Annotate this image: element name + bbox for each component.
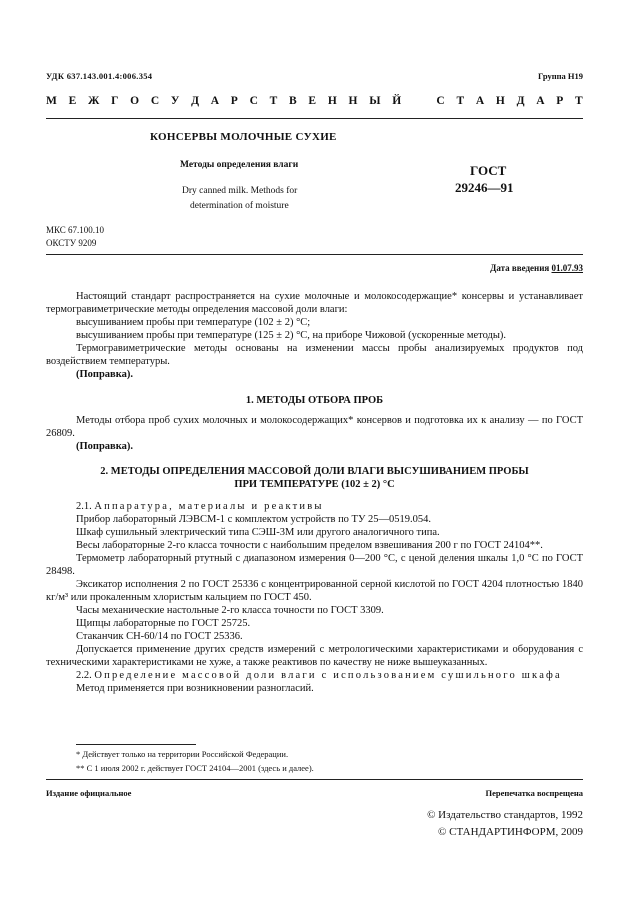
footnote-divider [76, 744, 196, 745]
section-2-heading [46, 465, 583, 491]
intro-principle: Термогравиметрические методы основаны на изменении массы пробы анализируемых продуктов под воздействием температуры. [46, 343, 583, 367]
intro-paragraph: Настоящий стандарт распространяется на сухие молочные и молокосодержащие* консервы и устанавливает термогравиметрические методы определения массовой доли влаги: [46, 291, 583, 315]
equipment-item: Часы механические настольные 2-го класса точности по ГОСТ 3309. [76, 605, 384, 616]
equipment-item: Щипцы лабораторные по ГОСТ 25725. [76, 618, 251, 629]
official-edition: Издание официальное [46, 788, 132, 798]
section-1-paragraph: Методы отбора проб сухих молочных и молокосодержащих* консервов и подготовка их к анализу — по ГОСТ 26809. [46, 415, 583, 439]
equipment-item: Термометр лабораторный ртутный с диапазоном измерения 0—200 °С, с ценой деления шкалы 1,0 °С по ГОСТ 28498. [46, 553, 583, 577]
intro-item-102: высушиванием пробы при температуре (102 ± 2) °С; [76, 317, 311, 328]
copyright-2009: © СТАНДАРТИНФОРМ, 2009 [438, 826, 583, 838]
subsection-2-2-number: 2.2. [76, 670, 92, 681]
header-divider [46, 118, 583, 119]
section-1-body [46, 414, 583, 453]
equipment-item: Шкаф сушильный электрический типа СЭШ-3М или другого аналогичного типа. [76, 527, 440, 538]
udk-code: УДК 637.143.001.4:006.354 [46, 71, 153, 81]
section-2-heading-line-1: 2. МЕТОДЫ ОПРЕДЕЛЕНИЯ МАССОВОЙ ДОЛИ ВЛАГИ ВЫСУШИВАНИЕМ ПРОБЫ [100, 466, 529, 477]
reprint-prohibited: Перепечатка воспрещена [485, 788, 583, 798]
equipment-item: Эксикатор исполнения 2 по ГОСТ 25336 с концентрированной серной кислотой по ГОСТ 4204 плотностью 1840 кг/м³ или прокаленным хлористым кальцием по ГОСТ 450. [46, 579, 583, 603]
title-divider [46, 254, 583, 255]
effective-date [490, 263, 583, 273]
section-2-heading-line-2: ПРИ ТЕМПЕРАТУРЕ (102 ± 2) °С [234, 479, 395, 490]
okstu-code: ОКСТУ 9209 [46, 238, 97, 248]
subsection-2-2-text: Метод применяется при возникновении разногласий. [76, 683, 314, 694]
subsection-2-2-title: Определение массовой доли влаги с использованием сушильного шкафа [94, 670, 562, 681]
subsection-2-1-number: 2.1. [76, 501, 92, 512]
document-title: КОНСЕРВЫ МОЛОЧНЫЕ СУХИЕ [150, 131, 337, 143]
section-1-heading: 1. МЕТОДЫ ОТБОРА ПРОБ [245, 395, 384, 406]
subsection-2-2-heading [46, 669, 583, 682]
english-title-line-2: determination of moisture [190, 201, 289, 211]
document-subtitle: Методы определения влаги [180, 160, 299, 170]
intro-amendment: (Поправка). [76, 369, 133, 380]
gost-label: ГОСТ [470, 163, 507, 178]
gost-number: 29246—91 [455, 180, 514, 195]
english-title-line-1: Dry canned milk. Methods for [182, 186, 298, 196]
section-2-body [46, 500, 583, 695]
footer-divider [46, 779, 583, 780]
intro-item-125: высушиванием пробы при температуре (125 ± 2) °С, на приборе Чижовой (ускоренные методы). [76, 330, 507, 341]
footnote-1: * Действует только на территории Российской Федерации. [76, 749, 289, 759]
interstate-standard-banner: М Е Ж Г О С У Д А Р С Т В Е Н Н Ы Й С Т А Н Д А Р Т [46, 95, 583, 107]
effective-date-label: Дата введения [490, 263, 550, 273]
effective-date-value: 01.07.93 [551, 263, 583, 273]
mks-code: МКС 67.100.10 [46, 225, 105, 235]
group-code: Группа Н19 [537, 71, 583, 81]
equipment-allowance: Допускается применение других средств измерений с метрологическими характеристиками и оборудования с техническими характеристиками не хуже, а также реактивов по качеству не ниже вышеуказанных. [46, 644, 583, 668]
equipment-item: Весы лабораторные 2-го класса точности с наибольшим пределом взвешивания 200 г по ГОСТ 24104**. [76, 540, 543, 551]
copyright-1992: © Издательство стандартов, 1992 [427, 809, 583, 821]
footnote-2: ** С 1 июля 2002 г. действует ГОСТ 24104—2001 (здесь и далее). [76, 763, 314, 773]
subsection-2-1-heading [46, 500, 583, 513]
equipment-item: Прибор лабораторный ЛЭВСМ-1 с комплектом устройств по ТУ 25—0519.054. [76, 514, 432, 525]
intro-section [46, 290, 583, 381]
equipment-item: Стаканчик СН-60/14 по ГОСТ 25336. [76, 631, 243, 642]
subsection-2-1-title: Аппаратура, материалы и реактивы [94, 501, 324, 512]
section-1-amendment: (Поправка). [76, 441, 133, 452]
